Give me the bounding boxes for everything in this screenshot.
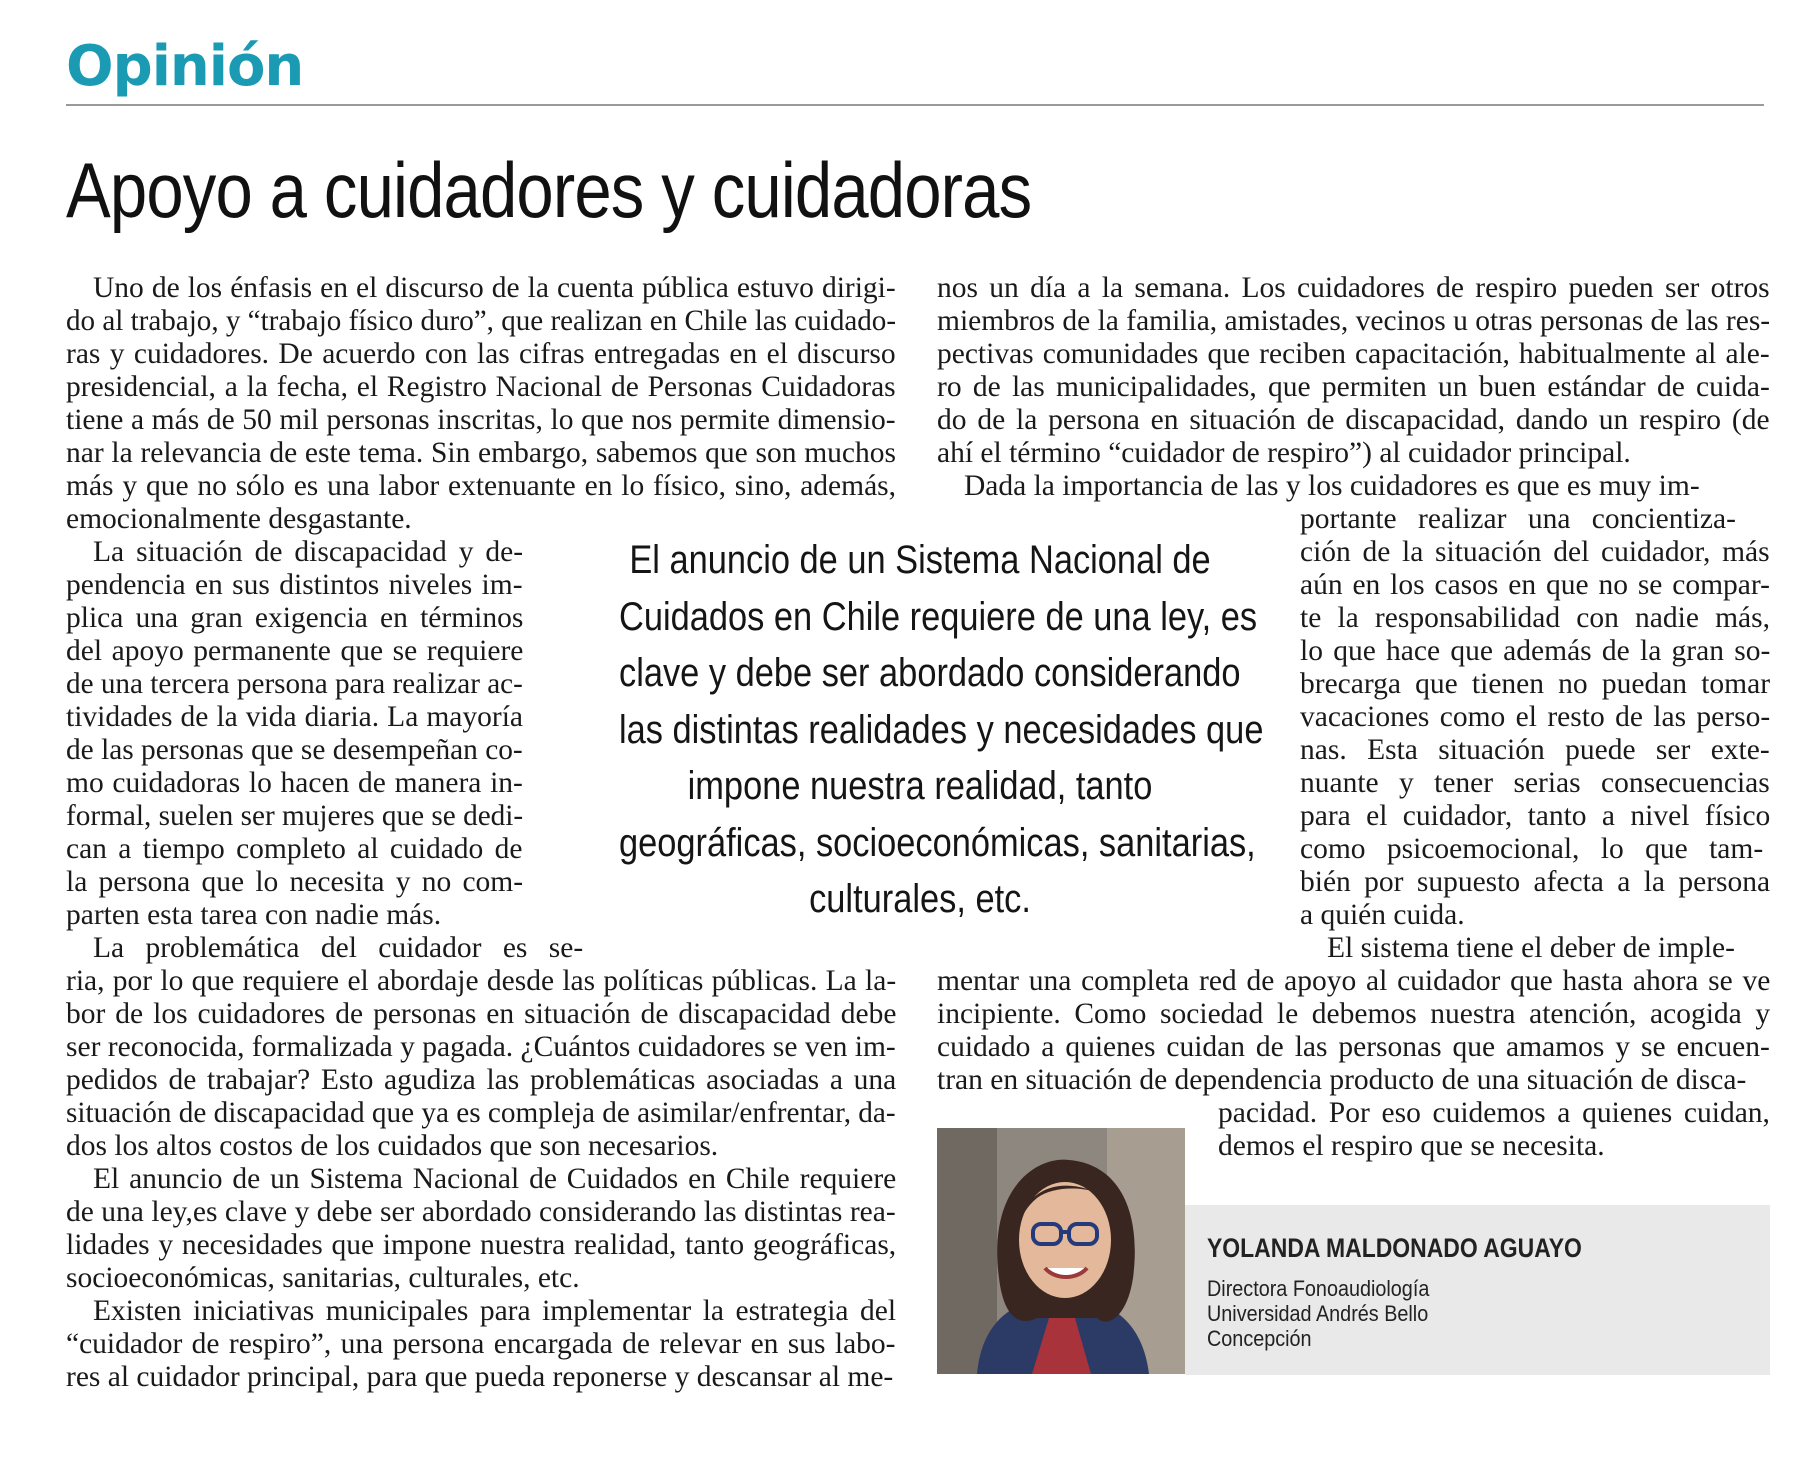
author-role: Directora Fonoaudiología [1207, 1276, 1430, 1301]
body-line: Dada la importancia de las y los cuidadores es que es muy im- [964, 470, 1700, 502]
body-line: bién por supuesto afecta a la persona [1300, 866, 1771, 898]
body-line: “cuidador de respiro”, una persona encargada de relevar en sus labo- [66, 1328, 896, 1360]
pull-quote [570, 532, 1270, 928]
body-line: lidades y necesidades que impone nuestra realidad, tanto geográficas, [66, 1229, 897, 1261]
body-line: portante realizar una concientiza- [1300, 503, 1736, 535]
body-line: como psicoemocional, lo que tam- [1300, 833, 1764, 865]
body-line: ria, por lo que requiere el abordaje desde las políticas públicas. La la- [66, 965, 897, 997]
body-line: socioeconómicas, sanitarias, culturales, etc. [66, 1262, 580, 1294]
body-line: bor de los cuidadores de personas en situación de discapacidad debe [66, 998, 897, 1030]
pull-quote-line: culturales, etc. [809, 877, 1031, 921]
pull-quote-line: Cuidados en Chile requiere de una ley, es [619, 594, 1258, 639]
author-photo [937, 1128, 1185, 1374]
body-line: más y que no sólo es una labor extenuante en lo físico, sino, además, [66, 470, 897, 502]
body-line: brecarga que tienen no puedan tomar [1300, 668, 1771, 700]
body-line: tiene a más de 50 mil personas inscritas, lo que nos permite dimensio- [66, 404, 896, 436]
body-line: Existen iniciativas municipales para implementar la estrategia del [93, 1295, 897, 1327]
body-line: vacaciones como el resto de las perso- [1300, 701, 1771, 733]
pull-quote-line: las distintas realidades y necesidades que [619, 707, 1264, 752]
body-line: la persona que lo necesita y no com- [66, 866, 524, 898]
author-name: YOLANDA MALDONADO AGUAYO [1207, 1233, 1582, 1263]
body-line: dos los altos costos de los cuidados que son necesarios. [66, 1130, 719, 1162]
body-line: mo cuidadoras lo hacen de manera in- [66, 767, 523, 799]
section-divider [66, 104, 1764, 106]
body-line: cuidado a quienes cuidan de las personas que amamos y se encuen- [937, 1031, 1770, 1063]
body-line: aún en los casos en que no se compar- [1300, 569, 1770, 601]
body-line: tividades de la vida diaria. La mayoría [66, 701, 523, 733]
body-line: mentar una completa red de apoyo al cuidador que hasta ahora se ve [937, 965, 1771, 997]
body-line: nos un día a la semana. Los cuidadores de respiro pueden ser otros [937, 272, 1770, 304]
body-line: ahí el término “cuidador de respiro”) al cuidador principal. [937, 437, 1631, 469]
body-line: miembros de la familia, amistades, vecinos u otras personas de las res- [937, 305, 1771, 337]
body-line: de las personas que se desempeñan co- [66, 734, 523, 766]
pull-quote-line: impone nuestra realidad, tanto [687, 764, 1153, 808]
body-line: ro de las municipalidades, que permiten un buen estándar de cuida- [937, 371, 1770, 403]
body-line: te la responsabilidad con nadie más, [1300, 602, 1770, 634]
body-line: ser reconocida, formalizada y pagada. ¿Cuántos cuidadores se ven im- [66, 1031, 896, 1063]
body-line: para el cuidador, tanto a nivel físico [1300, 800, 1771, 832]
body-line: pendencia en sus distintos niveles im- [66, 569, 523, 601]
body-line: plica una gran exigencia en términos [66, 602, 524, 634]
body-line: pacidad. Por eso cuidemos a quienes cuidan, [1218, 1097, 1770, 1129]
body-line: pectivas comunidades que reciben capacitación, habitualmente al ale- [937, 338, 1770, 370]
pull-quote-line: clave y debe ser abordado considerando [619, 651, 1241, 695]
body-line: El sistema tiene el deber de imple- [1327, 932, 1735, 964]
author-university: Universidad Andrés Bello [1207, 1301, 1429, 1326]
body-line: nuante y tener serias consecuencias [1300, 767, 1770, 799]
body-line: can a tiempo completo al cuidado de [66, 833, 523, 865]
body-line: formal, suelen ser mujeres que se dedi- [66, 800, 524, 832]
body-line: La problemática del cuidador es se- [93, 932, 584, 964]
body-line: ras y cuidadores. De acuerdo con las cifras entregadas en el discurso [66, 338, 896, 370]
body-line: incipiente. Como sociedad le debemos nuestra atención, acogida y [937, 998, 1771, 1030]
body-line: lo que hace que además de la gran so- [1300, 635, 1771, 667]
body-line: ción de la situación del cuidador, más [1300, 536, 1770, 568]
pull-quote-line: El anuncio de un Sistema Nacional de [629, 538, 1211, 582]
body-line: pedidos de trabajar? Esto agudiza las problemáticas asociadas a una [66, 1064, 897, 1096]
body-line: nar la relevancia de este tema. Sin embargo, sabemos que son muchos [66, 437, 896, 469]
body-line: do de la persona en situación de discapacidad, dando un respiro (de [937, 404, 1770, 436]
body-line: emocionalmente desgastante. [66, 503, 412, 535]
body-line: do al trabajo, y “trabajo físico duro”, que realizan en Chile las cuidado- [66, 305, 897, 337]
headline: Apoyo a cuidadores y cuidadoras [66, 146, 1032, 234]
body-line: La situación de discapacidad y de- [93, 536, 524, 568]
body-line: parten esta tarea con nadie más. [66, 899, 442, 931]
body-line: situación de discapacidad que ya es compleja de asimilar/enfrentar, da- [66, 1097, 896, 1129]
body-line: nas. Esta situación puede ser exte- [1300, 734, 1770, 766]
body-line: Uno de los énfasis en el discurso de la cuenta pública estuvo dirigi- [93, 272, 896, 304]
body-line: del apoyo permanente que se requiere [66, 635, 524, 667]
body-line: demos el respiro que se necesita. [1218, 1130, 1605, 1162]
body-line: a quién cuida. [1300, 899, 1465, 931]
body-line: El anuncio de un Sistema Nacional de Cuidados en Chile requiere [93, 1163, 897, 1195]
section-label: Opinión [66, 34, 304, 99]
body-line: de una tercera persona para realizar ac- [66, 668, 523, 700]
body-line: tran en situación de dependencia producto de una situación de disca- [937, 1064, 1747, 1096]
author-city: Concepción [1207, 1326, 1312, 1351]
body-line: de una ley,es clave y debe ser abordado considerando las distintas rea- [66, 1196, 896, 1228]
pull-quote-line: geográficas, socioeconómicas, sanitarias, [619, 820, 1256, 865]
body-line: presidencial, a la fecha, el Registro Nacional de Personas Cuidadoras [66, 371, 896, 403]
body-line: res al cuidador principal, para que pueda reponerse y descansar al me- [66, 1361, 894, 1393]
